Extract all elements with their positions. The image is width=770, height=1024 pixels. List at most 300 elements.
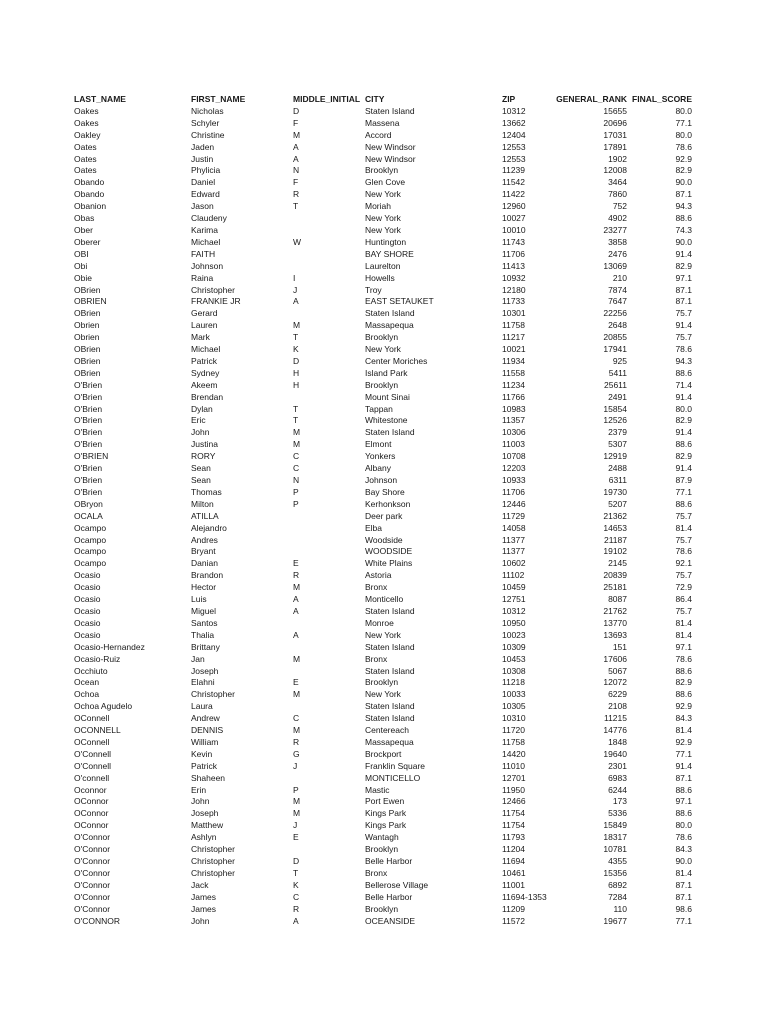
general-rank-cell: 17606 xyxy=(603,653,627,664)
city-cell: OCEANSIDE xyxy=(365,915,416,926)
general-rank-cell: 6892 xyxy=(608,879,627,890)
table-row xyxy=(0,177,770,189)
zip-cell: 10301 xyxy=(502,308,526,319)
middle-initial-cell: D xyxy=(293,105,300,116)
table-row xyxy=(0,130,770,142)
city-cell: Glen Cove xyxy=(365,177,406,188)
first-name-cell: RORY xyxy=(191,451,216,462)
first-name-cell: Thalia xyxy=(191,629,215,640)
first-name-cell: Jack xyxy=(191,879,209,890)
middle-initial-cell: E xyxy=(293,558,299,569)
zip-cell: 12180 xyxy=(502,284,526,295)
table-row xyxy=(0,356,770,368)
table-row xyxy=(0,594,770,606)
final-score-cell: 86.4 xyxy=(675,594,692,605)
city-cell: Johnson xyxy=(365,475,398,485)
first-name-cell: Patrick xyxy=(191,355,217,366)
city-cell: MONTICELLO xyxy=(365,772,421,783)
final-score-cell: 81.4 xyxy=(675,629,692,640)
final-score-cell: 82.9 xyxy=(675,165,692,176)
zip-cell: 10932 xyxy=(502,272,526,283)
city-cell: Brockport xyxy=(365,748,402,759)
middle-initial-cell: A xyxy=(293,141,299,152)
city-cell: Brooklyn xyxy=(365,844,399,855)
table-row xyxy=(0,773,770,785)
zip-cell: 11377 xyxy=(502,546,526,557)
general-rank-cell: 20696 xyxy=(603,117,627,128)
last-name-cell: OBI xyxy=(74,248,89,259)
zip-cell: 10312 xyxy=(502,605,526,616)
first-name-cell: Edward xyxy=(191,189,220,200)
final-score-cell: 98.6 xyxy=(675,903,692,914)
middle-initial-cell: K xyxy=(293,879,299,890)
table-row xyxy=(0,856,770,868)
table-row xyxy=(0,749,770,761)
zip-cell: 11754 xyxy=(502,808,526,819)
city-cell: Whitestone xyxy=(365,415,408,426)
last-name-cell: Oates xyxy=(74,141,97,152)
table-row xyxy=(0,213,770,225)
middle-initial-cell: T xyxy=(293,403,299,414)
last-name-cell: Ocampo xyxy=(74,558,107,569)
last-name-cell: Obanion xyxy=(74,201,107,212)
last-name-cell: O'Connell xyxy=(74,760,112,771)
last-name-cell: O'Connor xyxy=(74,832,111,843)
table-row xyxy=(0,785,770,797)
last-name-cell: Oconnor xyxy=(74,784,107,795)
table-row xyxy=(0,165,770,177)
first-name-cell: Christine xyxy=(191,129,225,140)
middle-initial-cell: M xyxy=(293,129,301,140)
final-score-cell: 78.6 xyxy=(675,832,692,843)
city-cell: Staten Island xyxy=(365,105,415,116)
last-name-cell: Obrien xyxy=(74,332,100,343)
city-cell: New York xyxy=(365,344,401,355)
city-cell: Massapequa xyxy=(365,320,414,331)
last-name-cell: O'Brien xyxy=(74,463,103,474)
last-name-cell: OBrien xyxy=(74,367,101,378)
final-score-cell: 77.1 xyxy=(675,748,692,759)
first-name-cell: Akeem xyxy=(191,379,218,390)
final-score-cell: 75.7 xyxy=(675,534,692,545)
first-name-cell: Lauren xyxy=(191,320,218,331)
final-score-cell: 91.4 xyxy=(675,320,692,331)
final-score-cell: 91.4 xyxy=(675,248,692,259)
middle-initial-cell: C xyxy=(293,451,300,462)
first-name-cell: Hector xyxy=(191,582,217,593)
zip-cell: 11357 xyxy=(502,415,526,426)
first-name-cell: Alejandro xyxy=(191,522,227,533)
general-rank-cell: 5336 xyxy=(608,808,627,819)
final-score-cell: 74.3 xyxy=(675,224,692,235)
table-row xyxy=(0,368,770,380)
first-name-cell: Eric xyxy=(191,415,206,426)
general-rank-cell: 12008 xyxy=(603,165,627,176)
zip-cell: 10983 xyxy=(502,403,526,414)
general-rank-cell: 11215 xyxy=(603,713,627,724)
table-row xyxy=(0,189,770,201)
first-name-cell: Santos xyxy=(191,617,218,628)
middle-initial-cell: T xyxy=(293,201,299,212)
general-rank-cell: 12919 xyxy=(603,451,627,462)
zip-cell: 14420 xyxy=(502,748,526,759)
city-cell: Accord xyxy=(365,129,392,140)
city-cell: New York xyxy=(365,629,401,640)
table-row xyxy=(0,344,770,356)
zip-cell: 10950 xyxy=(502,617,526,628)
zip-cell: 11542 xyxy=(502,177,526,188)
last-name-cell: Ocampo xyxy=(74,534,107,545)
zip-cell: 11377 xyxy=(502,534,526,545)
final-score-cell: 90.0 xyxy=(675,236,692,247)
table-row xyxy=(0,713,770,725)
first-name-cell: FAITH xyxy=(191,248,216,259)
first-name-cell: Matthew xyxy=(191,820,224,831)
general-rank-cell: 15356 xyxy=(603,867,627,878)
city-cell: Massapequa xyxy=(365,736,414,747)
middle-initial-cell: M xyxy=(293,439,301,450)
last-name-cell: Ocasio xyxy=(74,582,101,593)
last-name-cell: Ocasio xyxy=(74,617,101,628)
city-cell: Staten Island xyxy=(365,308,415,319)
zip-cell: 11558 xyxy=(502,367,526,378)
general-rank-cell: 1902 xyxy=(608,153,627,164)
city-cell: Elba xyxy=(365,522,383,533)
final-score-cell: 80.0 xyxy=(675,129,692,140)
last-name-cell: OConnor xyxy=(74,796,109,807)
table-row xyxy=(0,558,770,570)
zip-cell: 11217 xyxy=(502,332,526,343)
city-cell: Massena xyxy=(365,117,400,128)
zip-cell: 11204 xyxy=(502,844,526,855)
zip-cell: 12553 xyxy=(502,153,526,164)
first-name-cell: Erin xyxy=(191,784,207,795)
last-name-cell: OBrien xyxy=(74,308,101,319)
general-rank-cell: 14653 xyxy=(603,522,627,533)
general-rank-cell: 4355 xyxy=(608,856,627,866)
last-name-cell: OBRIEN xyxy=(74,296,107,307)
table-row xyxy=(0,535,770,547)
city-cell: Monroe xyxy=(365,617,394,628)
city-cell: EAST SETAUKET xyxy=(365,296,434,307)
general-rank-cell: 13069 xyxy=(603,260,627,271)
first-name-cell: Miguel xyxy=(191,605,217,616)
zip-cell: 11758 xyxy=(502,736,526,747)
middle-initial-cell: T xyxy=(293,332,299,343)
table-row xyxy=(0,296,770,308)
city-cell: White Plains xyxy=(365,558,413,569)
middle-initial-cell: F xyxy=(293,117,299,128)
last-name-cell: O'Connor xyxy=(74,891,111,902)
general-rank-cell: 5067 xyxy=(608,665,627,676)
middle-initial-cell: D xyxy=(293,856,300,866)
table-row xyxy=(0,666,770,678)
last-name-cell: Ocasio xyxy=(74,605,101,616)
general-rank-cell: 752 xyxy=(612,201,627,212)
zip-cell: 10010 xyxy=(502,224,526,235)
zip-cell: 11413 xyxy=(502,260,526,271)
first-name-cell: Bryant xyxy=(191,546,216,557)
middle-initial-cell: A xyxy=(293,153,299,164)
city-cell: New York xyxy=(365,189,401,200)
zip-cell: 11950 xyxy=(502,784,526,795)
last-name-cell: OConnor xyxy=(74,808,109,819)
general-rank-cell: 14776 xyxy=(603,725,627,736)
zip-cell: 11720 xyxy=(502,725,526,736)
general-rank-cell: 19730 xyxy=(603,486,627,497)
first-name-cell: Michael xyxy=(191,344,221,355)
first-name-cell: Milton xyxy=(191,498,214,509)
city-cell: Bronx xyxy=(365,867,388,878)
city-cell: Tappan xyxy=(365,403,393,414)
general-rank-cell: 925 xyxy=(612,355,627,366)
general-rank-cell: 173 xyxy=(612,796,627,807)
city-cell: Bronx xyxy=(365,582,388,593)
general-rank-cell: 8087 xyxy=(608,594,627,605)
general-rank-cell: 19102 xyxy=(603,546,627,557)
final-score-cell: 97.1 xyxy=(675,796,692,807)
general-rank-cell: 2488 xyxy=(608,463,627,474)
middle-initial-cell: J xyxy=(293,820,298,831)
first-name-cell: Brittany xyxy=(191,641,220,652)
header-final-score: FINAL_SCORE xyxy=(632,94,692,104)
zip-cell: 10021 xyxy=(502,344,526,355)
city-cell: New York xyxy=(365,224,401,235)
zip-cell: 12404 xyxy=(502,129,526,140)
final-score-cell: 84.3 xyxy=(675,844,692,855)
middle-initial-cell: A xyxy=(293,605,299,616)
zip-cell: 10602 xyxy=(502,558,526,569)
city-cell: Centereach xyxy=(365,725,409,736)
final-score-cell: 87.1 xyxy=(675,189,692,200)
city-cell: New Windsor xyxy=(365,153,416,164)
first-name-cell: Gerard xyxy=(191,308,218,319)
last-name-cell: Ochoa Agudelo xyxy=(74,701,133,712)
general-rank-cell: 17891 xyxy=(603,141,627,152)
zip-cell: 10308 xyxy=(502,665,526,676)
last-name-cell: Ocasio xyxy=(74,570,101,581)
middle-initial-cell: M xyxy=(293,582,301,593)
final-score-cell: 88.6 xyxy=(675,498,692,509)
city-cell: Albany xyxy=(365,463,391,474)
first-name-cell: Justina xyxy=(191,439,218,450)
zip-cell: 10305 xyxy=(502,701,526,712)
city-cell: BAY SHORE xyxy=(365,248,414,259)
zip-cell: 10027 xyxy=(502,213,526,224)
first-name-cell: Jaden xyxy=(191,141,215,152)
first-name-cell: Christopher xyxy=(191,844,235,855)
general-rank-cell: 2476 xyxy=(608,248,627,259)
general-rank-cell: 21362 xyxy=(603,510,627,521)
last-name-cell: O'Connor xyxy=(74,879,111,890)
city-cell: Island Park xyxy=(365,367,408,378)
first-name-cell: Dylan xyxy=(191,403,213,414)
header-zip: ZIP xyxy=(502,94,516,104)
table-row xyxy=(0,427,770,439)
table-row xyxy=(0,499,770,511)
table-row xyxy=(0,308,770,320)
first-name-cell: Danian xyxy=(191,558,218,569)
zip-cell: 11218 xyxy=(502,677,526,688)
first-name-cell: DENNIS xyxy=(191,725,224,736)
middle-initial-cell: C xyxy=(293,891,300,902)
general-rank-cell: 25181 xyxy=(603,582,627,593)
city-cell: Astoria xyxy=(365,570,392,581)
table-row xyxy=(0,677,770,689)
general-rank-cell: 25611 xyxy=(603,379,627,390)
last-name-cell: Occhiuto xyxy=(74,665,108,676)
city-cell: Staten Island xyxy=(365,605,415,616)
general-rank-cell: 17941 xyxy=(603,344,627,355)
middle-initial-cell: A xyxy=(293,594,299,605)
zip-cell: 11694 xyxy=(502,856,526,866)
last-name-cell: O'Brien xyxy=(74,415,103,426)
final-score-cell: 87.9 xyxy=(675,475,692,485)
middle-initial-cell: R xyxy=(293,903,300,914)
final-score-cell: 87.1 xyxy=(675,284,692,295)
final-score-cell: 87.1 xyxy=(675,891,692,902)
final-score-cell: 81.4 xyxy=(675,617,692,628)
table-row xyxy=(0,606,770,618)
final-score-cell: 78.6 xyxy=(675,344,692,355)
first-name-cell: Sean xyxy=(191,463,211,474)
first-name-cell: William xyxy=(191,736,219,747)
last-name-cell: O'Brien xyxy=(74,475,103,485)
city-cell: Brooklyn xyxy=(365,379,399,390)
table-row xyxy=(0,892,770,904)
zip-cell: 11754 xyxy=(502,820,526,831)
table-row xyxy=(0,225,770,237)
general-rank-cell: 6244 xyxy=(608,784,627,795)
first-name-cell: Joseph xyxy=(191,665,219,676)
general-rank-cell: 7874 xyxy=(608,284,627,295)
middle-initial-cell: J xyxy=(293,760,298,771)
header-last-name: LAST_NAME xyxy=(74,94,126,104)
city-cell: Belle Harbor xyxy=(365,856,413,866)
table-row xyxy=(0,106,770,118)
middle-initial-cell: M xyxy=(293,320,301,331)
city-cell: Brooklyn xyxy=(365,332,399,343)
first-name-cell: James xyxy=(191,891,217,902)
zip-cell: 10312 xyxy=(502,105,526,116)
city-cell: Woodside xyxy=(365,534,403,545)
last-name-cell: Obando xyxy=(74,189,105,200)
middle-initial-cell: H xyxy=(293,379,300,390)
zip-cell: 11003 xyxy=(502,439,526,450)
middle-initial-cell: R xyxy=(293,570,300,581)
table-row xyxy=(0,142,770,154)
final-score-cell: 80.0 xyxy=(675,820,692,831)
zip-cell: 11934 xyxy=(502,355,526,366)
middle-initial-cell: C xyxy=(293,463,300,474)
table-body xyxy=(0,106,770,928)
last-name-cell: Oates xyxy=(74,153,97,164)
table-row xyxy=(0,404,770,416)
middle-initial-cell: G xyxy=(293,748,300,759)
general-rank-cell: 10781 xyxy=(603,844,627,855)
city-cell: Kerhonkson xyxy=(365,498,411,509)
table-row xyxy=(0,201,770,213)
score-list-table xyxy=(0,94,770,927)
last-name-cell: Ocasio xyxy=(74,594,101,605)
first-name-cell: Ashlyn xyxy=(191,832,217,843)
zip-cell: 12466 xyxy=(502,796,526,807)
first-name-cell: Mark xyxy=(191,332,210,343)
general-rank-cell: 23277 xyxy=(603,224,627,235)
last-name-cell: O'Brien xyxy=(74,486,103,497)
last-name-cell: Obas xyxy=(74,213,95,224)
middle-initial-cell: M xyxy=(293,689,301,700)
table-row xyxy=(0,439,770,451)
final-score-cell: 82.9 xyxy=(675,415,692,426)
table-row xyxy=(0,261,770,273)
zip-cell: 10306 xyxy=(502,427,526,438)
last-name-cell: OBrien xyxy=(74,355,101,366)
general-rank-cell: 4902 xyxy=(608,213,627,224)
city-cell: Center Moriches xyxy=(365,355,428,366)
first-name-cell: Elahni xyxy=(191,677,215,688)
middle-initial-cell: N xyxy=(293,165,300,176)
final-score-cell: 88.6 xyxy=(675,689,692,700)
middle-initial-cell: M xyxy=(293,653,301,664)
zip-cell: 11766 xyxy=(502,391,526,402)
city-cell: Bellerose Village xyxy=(365,879,429,890)
header-first-name: FIRST_NAME xyxy=(191,94,246,104)
last-name-cell: Obi xyxy=(74,260,88,271)
zip-cell: 11743 xyxy=(502,236,526,247)
final-score-cell: 91.4 xyxy=(675,427,692,438)
last-name-cell: O'connell xyxy=(74,772,110,783)
middle-initial-cell: M xyxy=(293,796,301,807)
zip-cell: 11694-1353 xyxy=(502,891,547,902)
final-score-cell: 81.4 xyxy=(675,522,692,533)
last-name-cell: OBryon xyxy=(74,498,103,509)
table-row xyxy=(0,737,770,749)
first-name-cell: Christopher xyxy=(191,689,235,700)
city-cell: Franklin Square xyxy=(365,760,426,771)
first-name-cell: Laura xyxy=(191,701,213,712)
final-score-cell: 82.9 xyxy=(675,451,692,462)
middle-initial-cell: M xyxy=(293,427,301,438)
final-score-cell: 71.4 xyxy=(675,379,692,390)
last-name-cell: O'Connor xyxy=(74,844,111,855)
general-rank-cell: 2145 xyxy=(608,558,627,569)
city-cell: Brooklyn xyxy=(365,165,399,176)
last-name-cell: Ober xyxy=(74,224,93,235)
last-name-cell: OBrien xyxy=(74,344,101,355)
last-name-cell: OConnor xyxy=(74,820,109,831)
middle-initial-cell: W xyxy=(293,236,302,247)
general-rank-cell: 15655 xyxy=(603,105,627,116)
final-score-cell: 88.6 xyxy=(675,784,692,795)
general-rank-cell: 3858 xyxy=(608,236,627,247)
zip-cell: 11239 xyxy=(502,165,526,176)
last-name-cell: O'Connell xyxy=(74,748,112,759)
first-name-cell: ATILLA xyxy=(191,510,219,521)
final-score-cell: 81.4 xyxy=(675,867,692,878)
final-score-cell: 77.1 xyxy=(675,486,692,497)
final-score-cell: 75.7 xyxy=(675,332,692,343)
last-name-cell: Obando xyxy=(74,177,105,188)
first-name-cell: FRANKIE JR xyxy=(191,296,241,307)
final-score-cell: 91.4 xyxy=(675,463,692,474)
zip-cell: 10461 xyxy=(502,867,526,878)
first-name-cell: Sydney xyxy=(191,367,220,378)
table-row xyxy=(0,118,770,130)
final-score-cell: 77.1 xyxy=(675,915,692,926)
final-score-cell: 77.1 xyxy=(675,117,692,128)
city-cell: Bronx xyxy=(365,653,388,664)
